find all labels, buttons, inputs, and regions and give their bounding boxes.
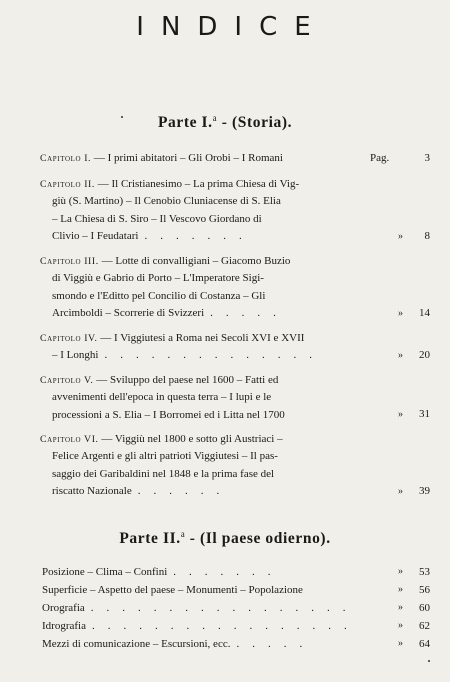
chapter-line: di Viggiù e Gabrio di Porto – L'Imperatore Sigi- bbox=[52, 272, 264, 285]
chapter-line: Clivio – I Feudatari bbox=[52, 230, 139, 243]
page-number: 64 bbox=[419, 638, 430, 650]
chapter-entry bbox=[40, 372, 430, 424]
chapter-line: – I Longhi bbox=[52, 349, 99, 362]
page-mark: » bbox=[398, 231, 403, 242]
page-number: 53 bbox=[419, 566, 430, 578]
chapter-line: Arcimboldi – Scorrerie di Svizzeri bbox=[52, 307, 205, 320]
page-mark: » bbox=[398, 486, 403, 497]
page-number: 62 bbox=[419, 620, 430, 632]
section-text: Posizione – Clima – Confini bbox=[42, 566, 168, 578]
section-row bbox=[42, 566, 430, 582]
section-row bbox=[42, 638, 430, 654]
print-speck bbox=[428, 660, 430, 662]
section-row bbox=[42, 602, 430, 618]
chapter-label: Capitolo IV. bbox=[40, 333, 98, 344]
chapter-entry bbox=[40, 253, 430, 323]
section-text: Idrografia bbox=[42, 620, 86, 632]
chapter-line: processioni a S. Elia – I Borromei ed i Litta nel 1700 bbox=[52, 408, 285, 421]
part-2-sup: a bbox=[180, 529, 186, 539]
section-row bbox=[42, 620, 430, 636]
page-number: 14 bbox=[419, 307, 430, 319]
chapter-label: Capitolo II. bbox=[40, 179, 95, 190]
page-mark: » bbox=[398, 638, 403, 649]
chapter-line: — Lotte di convalligiani – Giacomo Buzio bbox=[101, 255, 291, 267]
part-2-label: Parte II. bbox=[119, 530, 181, 548]
chapter-line: – La Chiesa di S. Siro – Il Vescovo Giordano di bbox=[52, 212, 262, 225]
section-row bbox=[42, 584, 430, 600]
page-number: 39 bbox=[419, 485, 430, 497]
chapter-line: giù (S. Martino) – Il Cenobio Cluniacense di S. Elia bbox=[52, 195, 281, 208]
part-2-rest: - (Il paese odierno). bbox=[185, 530, 331, 548]
chapter-line: saggio dei Garibaldini nel 1848 e la prima fase del bbox=[52, 467, 275, 480]
part-1-heading bbox=[0, 113, 450, 132]
page-mark: » bbox=[398, 409, 403, 420]
leader-dots: ....... bbox=[144, 230, 255, 243]
leader-dots: ..... bbox=[236, 638, 316, 650]
chapter-label: Capitolo III. bbox=[40, 256, 99, 267]
part-2-heading bbox=[0, 529, 450, 548]
section-text: Mezzi di comunicazione – Escursioni, ecc. bbox=[42, 638, 231, 650]
leader-dots: ................. bbox=[91, 620, 360, 632]
chapter-line: — I primi abitatori – Gli Orobi – I Romani bbox=[93, 152, 283, 164]
page-mark: » bbox=[398, 566, 403, 577]
page-number: 20 bbox=[419, 349, 430, 361]
print-speck bbox=[121, 116, 123, 118]
chapter-line: — I Viggiutesi a Roma nei Secoli XVI e XVII bbox=[100, 332, 305, 344]
page-mark: Pag. bbox=[370, 152, 390, 164]
page-number: 3 bbox=[424, 152, 430, 164]
page-mark: » bbox=[398, 620, 403, 631]
page-mark: » bbox=[398, 602, 403, 613]
page-mark: » bbox=[398, 308, 403, 319]
chapter-line: smondo e l'Editto pel Concilio di Costanza – Gli bbox=[52, 289, 266, 302]
page-mark: » bbox=[398, 584, 403, 595]
chapter-line: avvenimenti dell'epoca in questa terra – I lupi e le bbox=[52, 391, 272, 404]
chapter-label: Capitolo VI. bbox=[40, 434, 99, 445]
chapter-entry bbox=[40, 330, 430, 365]
page-number: 56 bbox=[419, 584, 430, 596]
part-1-rest: - (Storia). bbox=[217, 114, 293, 132]
chapter-entry bbox=[40, 176, 430, 246]
page-number: 8 bbox=[424, 230, 430, 242]
section-text: Orografia bbox=[42, 602, 85, 614]
chapter-entry bbox=[40, 150, 430, 167]
part-1-label: Parte I. bbox=[157, 114, 213, 132]
page-mark: » bbox=[398, 350, 403, 361]
leader-dots: ...... bbox=[137, 485, 233, 498]
page-number: 31 bbox=[419, 408, 430, 420]
leader-dots: ....... bbox=[173, 566, 284, 578]
chapter-line: — Sviluppo del paese nel 1600 – Fatti ed bbox=[96, 374, 279, 386]
leader-dots: ..... bbox=[210, 307, 289, 320]
chapter-line: — Viggiù nel 1800 e sotto gli Austriaci – bbox=[101, 433, 283, 445]
leader-dots: .............. bbox=[104, 349, 325, 362]
chapter-entry bbox=[40, 431, 430, 501]
chapter-line: riscatto Nazionale bbox=[52, 485, 132, 498]
page-title: INDICE bbox=[136, 12, 328, 42]
part-1-sup: a bbox=[212, 113, 218, 123]
chapter-label: Capitolo V. bbox=[40, 375, 94, 386]
chapter-line: Felice Argenti e gli altri patrioti Viggiutesi – Il pas- bbox=[52, 450, 278, 463]
leader-dots: ................. bbox=[90, 602, 359, 614]
page-number: 60 bbox=[419, 602, 430, 614]
chapter-line: — Il Cristianesimo – La prima Chiesa di Vig- bbox=[97, 178, 300, 190]
section-text: Superficie – Aspetto del paese – Monumenti – Popolazione bbox=[42, 584, 303, 596]
chapter-label: Capitolo I. bbox=[40, 153, 92, 164]
